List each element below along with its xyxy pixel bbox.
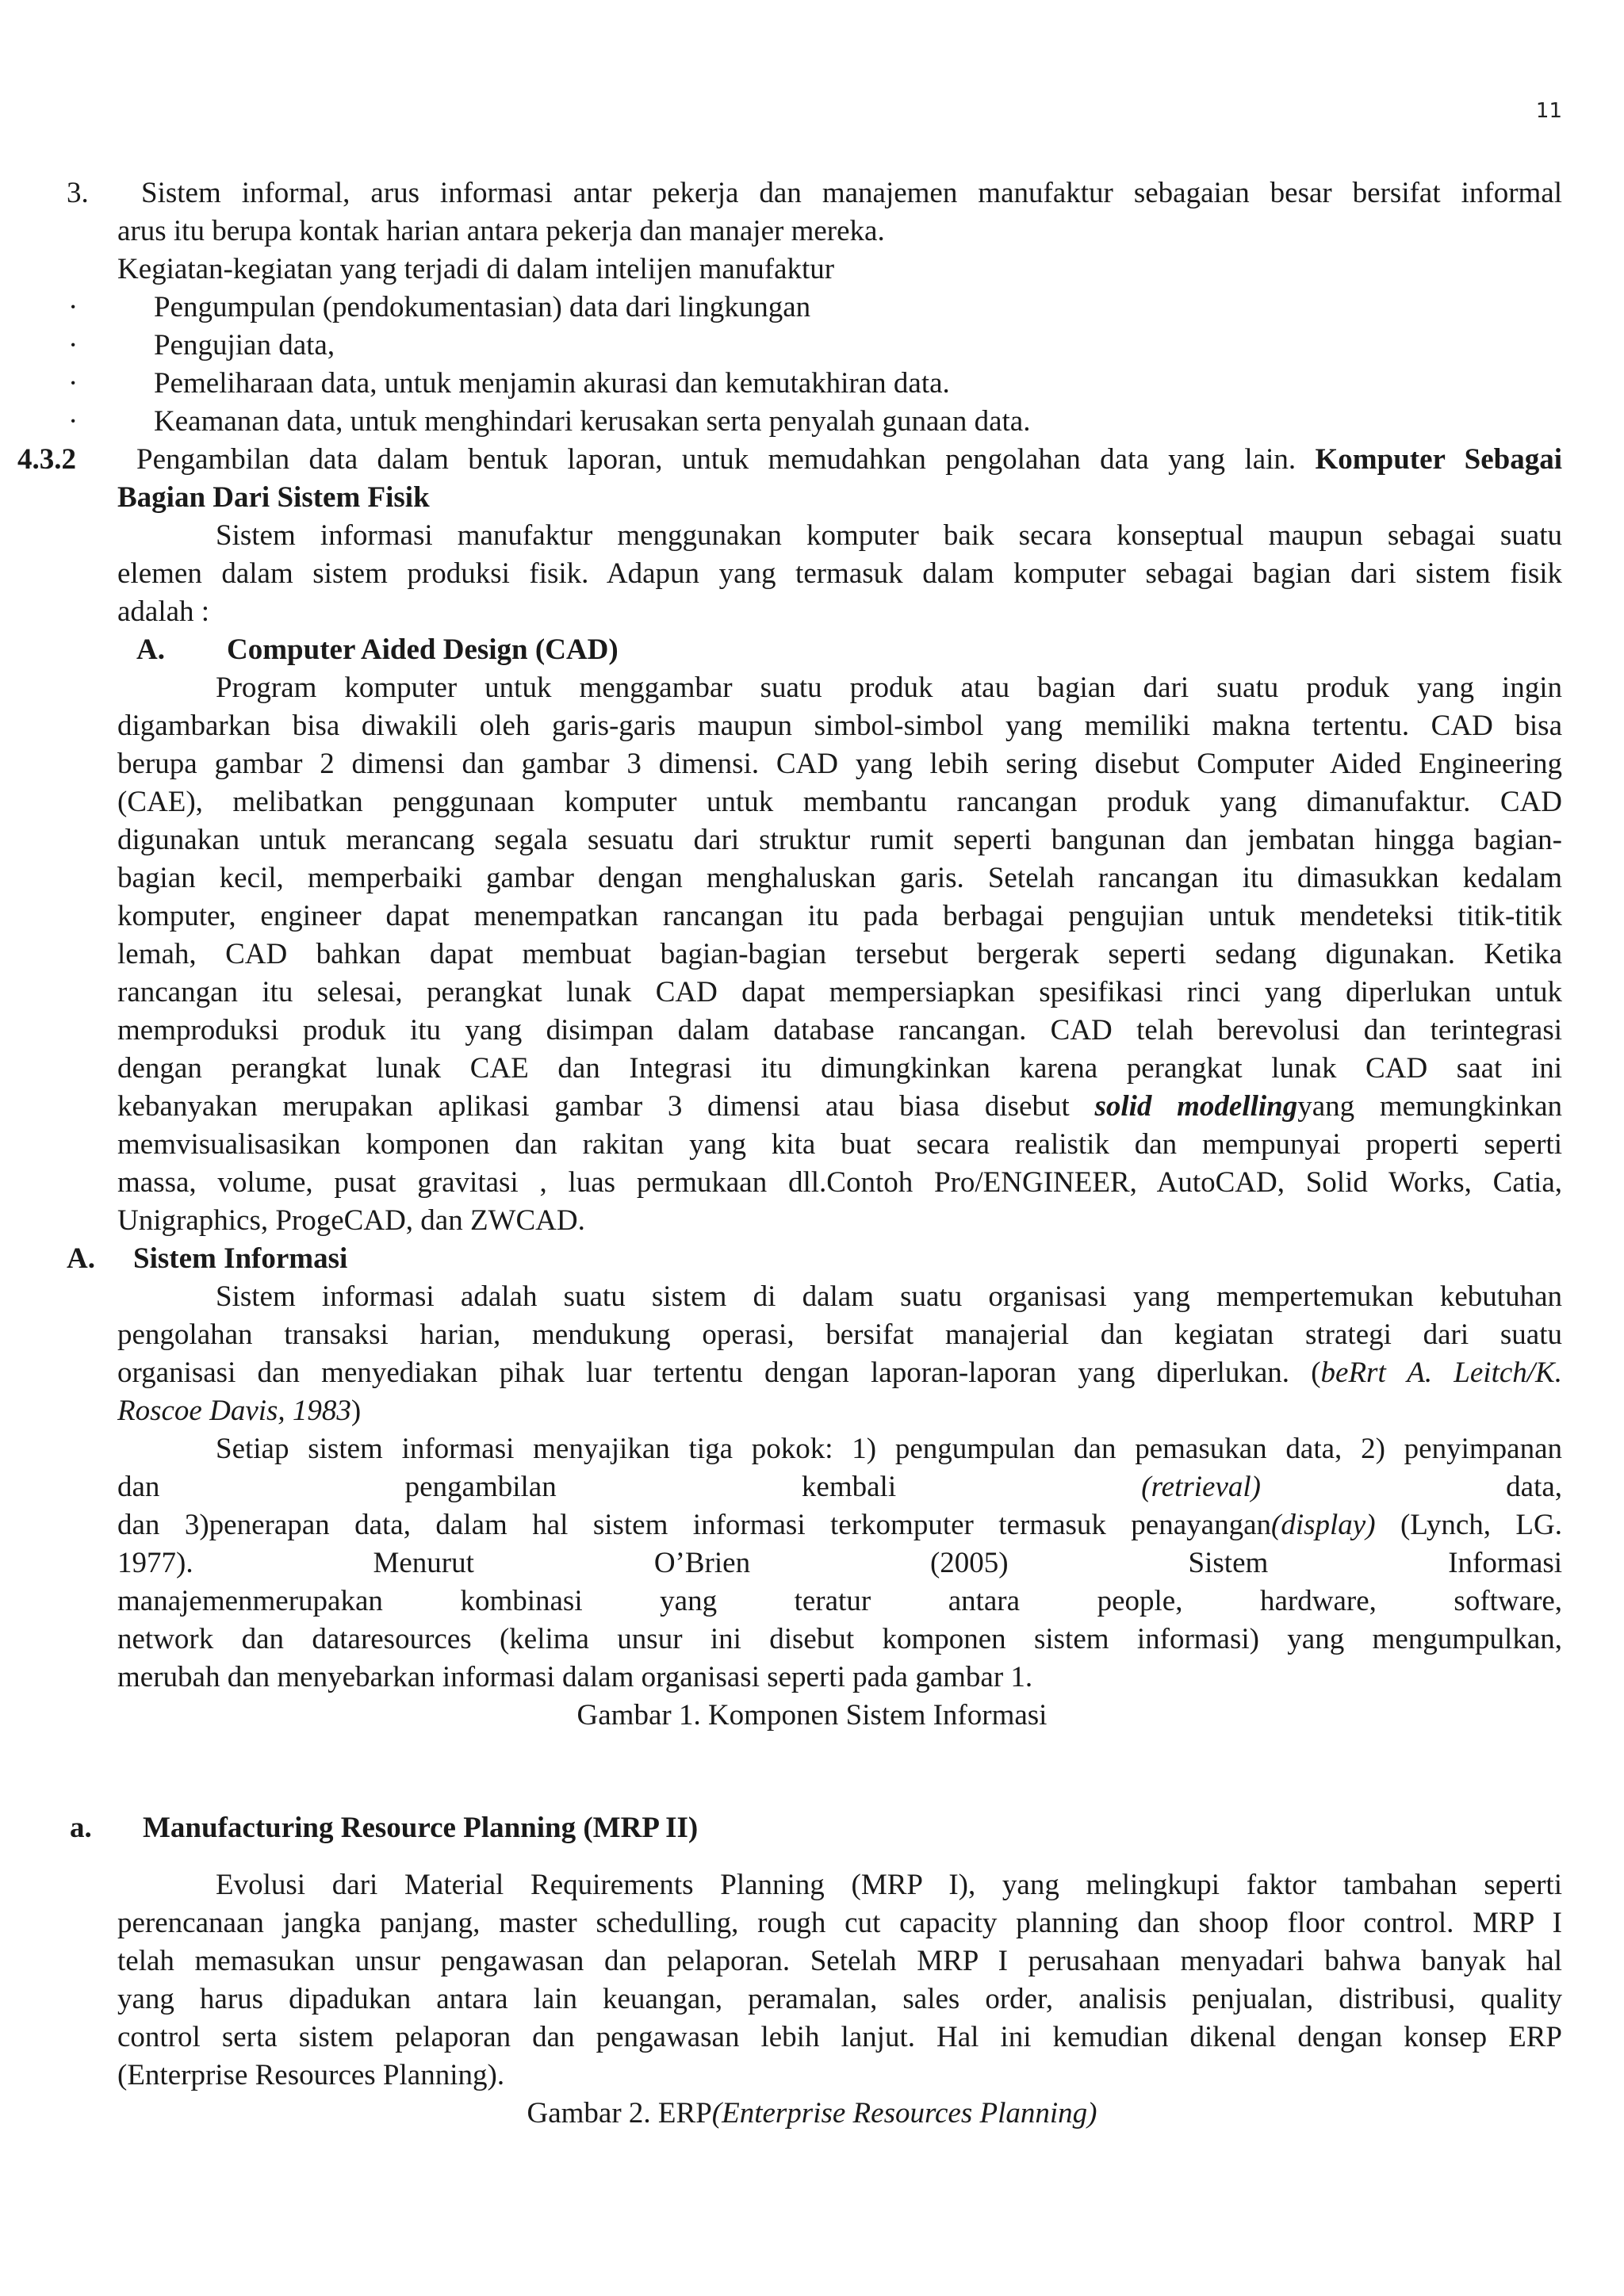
si-marker: A. <box>67 1242 95 1275</box>
bullet-marker: · <box>68 291 79 323</box>
si-line: Sistem informasi adalah suatu sistem di dalam suatu organisasi yang mempertemukan kebutuhan <box>216 1280 1562 1313</box>
section-heading-part: Komputer Sebagai <box>1315 443 1562 476</box>
si-p2-line: Setiap sistem informasi menyajikan tiga pokok: 1) pengumpulan dan pemasukan data, 2) penyimpanan <box>216 1433 1562 1465</box>
mrp-line: control serta sistem pelaporan dan pengawasan lebih lanjut. Hal ini kemudian dikenal dengan konsep ERP <box>117 2021 1562 2053</box>
si-p2-line: dan pengambilan kembali (retrieval) data, <box>117 1471 1562 1503</box>
cad-line: Program komputer untuk menggambar suatu produk atau bagian dari suatu produk yang ingin <box>216 672 1562 704</box>
cad-heading: Computer Aided Design (CAD) <box>227 633 619 666</box>
cad-line: digunakan untuk merancang segala sesuatu dari struktur rumit seperti bangunan dan jembatan hingga bagian- <box>117 824 1562 856</box>
si-text: organisasi dan menyediakan pihak luar tertentu dengan laporan-laporan yang diperlukan. ( <box>117 1357 1321 1389</box>
si-citation: beRrt A. Leitch/K. <box>1320 1357 1562 1389</box>
section-heading: Bagian Dari Sistem Fisik <box>117 481 430 514</box>
section-432-line-1 <box>136 441 1562 479</box>
figure-caption: Gambar 2. ERP(Enterprise Resources Planning) <box>527 2097 1097 2130</box>
bullet-item: Pengumpulan (pendokumentasian) data dari lingkungan <box>154 291 811 323</box>
mrp-marker: a. <box>70 1812 92 1844</box>
cad-term: solid modelling <box>1094 1090 1298 1123</box>
para-line: Sistem informasi manufaktur menggunakan komputer baik secara konseptual maupun sebagai suatu <box>216 519 1562 552</box>
item3-line-2: arus itu berupa kontak harian antara pekerja dan manajer mereka. <box>117 215 885 247</box>
list-marker-3: 3. <box>67 177 89 209</box>
mrp-heading: Manufacturing Resource Planning (MRP II) <box>143 1812 699 1844</box>
mrp-line: (Enterprise Resources Planning). <box>117 2059 505 2091</box>
bullet-item: Pengujian data, <box>154 329 335 362</box>
section-432-text: Pengambilan data dalam bentuk laporan, untuk memudahkan pengolahan data yang lain. <box>136 443 1297 476</box>
mrp-line: perencanaan jangka panjang, master schedulling, rough cut capacity planning dan shoop floor control. MRP I <box>117 1907 1562 1939</box>
cad-line: memproduksi produk itu yang disimpan dalam database rancangan. CAD telah berevolusi dan terintegrasi <box>117 1014 1562 1047</box>
item3-line-1: Sistem informal, arus informasi antar pekerja dan manajemen manufaktur sebagaian besar bersifat informal <box>141 177 1562 209</box>
activities-intro: Kegiatan-kegiatan yang terjadi di dalam intelijen manufaktur <box>117 253 835 285</box>
cad-line: komputer, engineer dapat menempatkan rancangan itu pada berbagai pengujian untuk mendeteksi titik-titik <box>117 900 1562 932</box>
bullet-marker: · <box>68 329 79 362</box>
si-p2-line: dan 3)penerapan data, dalam hal sistem informasi terkomputer termasuk penayangan(display) (Lynch, LG. <box>117 1509 1562 1541</box>
cad-line: digambarkan bisa diwakili oleh garis-garis maupun simbol-simbol yang memiliki makna tertentu. CAD bisa <box>117 710 1562 742</box>
cad-line: (CAE), melibatkan penggunaan komputer untuk membantu rancangan produk yang dimanufaktur. CAD <box>117 786 1562 818</box>
cad-line: berupa gambar 2 dimensi dan gambar 3 dimensi. CAD yang lebih sering disebut Computer Aided Engineering <box>117 748 1562 780</box>
figure-caption: Gambar 1. Komponen Sistem Informasi <box>576 1699 1048 1732</box>
si-p2-line: 1977). Menurut O’Brien (2005) Sistem Informasi <box>117 1547 1562 1579</box>
para-line: adalah : <box>117 595 210 628</box>
si-heading: Sistem Informasi <box>133 1242 348 1275</box>
cad-line: massa, volume, pusat gravitasi , luas permukaan dll.Contoh Pro/ENGINEER, AutoCAD, Solid Works, Catia, <box>117 1166 1562 1199</box>
cad-text: kebanyakan merupakan aplikasi gambar 3 dimensi atau biasa disebut <box>117 1090 1070 1123</box>
mrp-line: Evolusi dari Material Requirements Planning (MRP I), yang melingkupi faktor tambahan seperti <box>216 1869 1562 1901</box>
bullet-marker: · <box>68 367 79 400</box>
cad-line: memvisualisasikan komponen dan rakitan yang kita buat secara realistik dan mempunyai properti seperti <box>117 1128 1562 1161</box>
cad-line: rancangan itu selesai, perangkat lunak CAD dapat mempersiapkan spesifikasi rinci yang diperlukan untuk <box>117 976 1562 1008</box>
si-p2-line: network dan dataresources (kelima unsur ini disebut komponen sistem informasi) yang mengumpulkan, <box>117 1623 1562 1655</box>
section-number: 4.3.2 <box>17 443 76 476</box>
cad-line: lemah, CAD bahkan dapat membuat bagian-bagian tersebut bergerak seperti sedang digunakan. Ketika <box>117 938 1562 970</box>
page-number: 11 <box>1535 99 1562 123</box>
si-line: pengolahan transaksi harian, mendukung operasi, bersifat manajerial dan kegiatan strategi dari suatu <box>117 1318 1562 1351</box>
si-p2-line: merubah dan menyebarkan informasi dalam organisasi seperti pada gambar 1. <box>117 1661 1033 1693</box>
bullet-marker: · <box>68 405 79 438</box>
cad-marker: A. <box>136 633 165 666</box>
si-p2-line: manajemenmerupakan kombinasi yang teratur antara people, hardware, software, <box>117 1585 1562 1617</box>
cad-line: bagian kecil, memperbaiki gambar dengan menghaluskan garis. Setelah rancangan itu dimasukkan kedalam <box>117 862 1562 894</box>
cad-text: yang memungkinkan <box>1297 1090 1562 1123</box>
si-line <box>117 1392 361 1430</box>
para-line: elemen dalam sistem produksi fisik. Adapun yang termasuk dalam komputer sebagai bagian dari sistem fisik <box>117 557 1562 590</box>
mrp-line: yang harus dipadukan antara lain keuangan, peramalan, sales order, analisis penjualan, distribusi, quality <box>117 1983 1562 2015</box>
mrp-line: telah memasukan unsur pengawasan dan pelaporan. Setelah MRP I perusahaan menyadari bahwa banyak hal <box>117 1945 1562 1977</box>
bullet-item: Keamanan data, untuk menghindari kerusakan serta penyalah gunaan data. <box>154 405 1031 438</box>
bullet-item: Pemeliharaan data, untuk menjamin akurasi dan kemutakhiran data. <box>154 367 950 400</box>
si-text: ) <box>350 1395 362 1427</box>
cad-line: Unigraphics, ProgeCAD, dan ZWCAD. <box>117 1204 585 1237</box>
si-citation: Roscoe Davis, 1983 <box>117 1395 351 1427</box>
cad-line: dengan perangkat lunak CAE dan Integrasi itu dimungkinkan karena perangkat lunak CAD saat ini <box>117 1052 1562 1085</box>
